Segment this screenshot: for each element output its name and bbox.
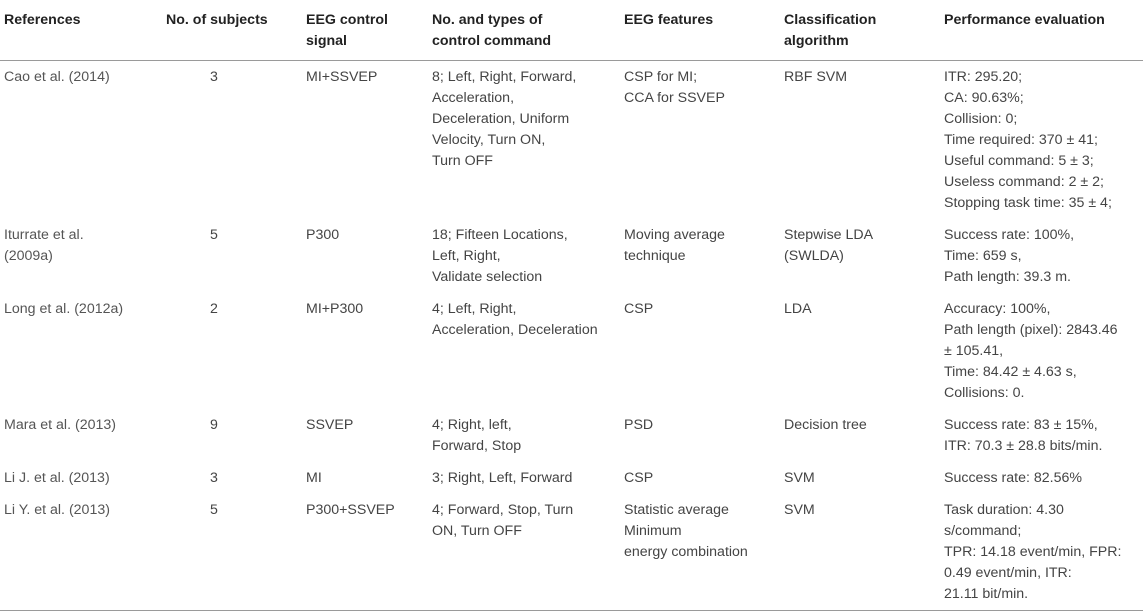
- cell-signal: SSVEP: [306, 417, 354, 433]
- cell-commands: 4; Right, left, Forward, Stop: [432, 417, 522, 454]
- cell-reference: Li Y. et al. (2013): [0, 494, 162, 611]
- cell-subjects: 5: [210, 227, 218, 243]
- cell-features: CSP: [624, 470, 654, 486]
- cell-subjects: 3: [210, 69, 218, 85]
- cell-signal: MI: [306, 470, 322, 486]
- cell-signal: MI+P300: [306, 301, 364, 317]
- cell-commands: 18; Fifteen Locations, Left, Right, Validate selection: [432, 227, 568, 285]
- cell-subjects: 2: [210, 301, 218, 317]
- header-eeg-control-signal: EEG control signal: [302, 0, 428, 61]
- table-row: [0, 409, 1143, 462]
- header-control-commands: No. and types of control command: [428, 0, 620, 61]
- cell-algorithm: Decision tree: [784, 417, 867, 433]
- header-classification-algorithm: Classification algorithm: [780, 0, 940, 61]
- cell-algorithm: SVM: [784, 470, 815, 486]
- cell-reference: Iturrate et al. (2009a): [4, 227, 84, 264]
- cell-reference: Li J. et al. (2013): [4, 470, 110, 486]
- table-row: [0, 462, 1143, 494]
- header-performance-evaluation: Performance evaluation: [940, 0, 1143, 61]
- cell-reference: Long et al. (2012a): [4, 301, 124, 317]
- cell-signal: P300+SSVEP: [302, 494, 428, 611]
- header-subjects: No. of subjects: [162, 0, 302, 61]
- cell-commands: 8; Left, Right, Forward, Acceleration, Deceleration, Uniform Velocity, Turn ON, Turn OFF: [432, 69, 577, 169]
- cell-subjects: 9: [210, 417, 218, 433]
- table-row: [0, 219, 1143, 293]
- cell-commands: 4; Left, Right, Acceleration, Deceleration: [432, 301, 598, 338]
- table-body: [0, 61, 1143, 611]
- table-header: [0, 0, 1143, 61]
- cell-algorithm: LDA: [784, 301, 812, 317]
- cell-performance: Success rate: 82.56%: [944, 470, 1083, 486]
- cell-performance: Success rate: 100%, Time: 659 s, Path length: 39.3 m.: [944, 227, 1075, 285]
- cell-subjects: 3: [210, 470, 218, 486]
- cell-performance: Accuracy: 100%, Path length (pixel): 2843.46 ± 105.41, Time: 84.42 ± 4.63 s, Collisions: 0.: [944, 301, 1118, 401]
- table-row: [0, 494, 1143, 611]
- cell-commands: 3; Right, Left, Forward: [432, 470, 573, 486]
- cell-performance: Task duration: 4.30 s/command; TPR: 14.18 event/min, FPR: 0.49 event/min, ITR: 21.11 bit/min.: [940, 494, 1143, 611]
- cell-features: CSP: [624, 301, 654, 317]
- cell-reference: Mara et al. (2013): [4, 417, 116, 433]
- cell-algorithm: RBF SVM: [784, 69, 848, 85]
- table-row: [0, 293, 1143, 409]
- cell-features: Moving average technique: [624, 227, 725, 264]
- cell-performance: ITR: 295.20; CA: 90.63%; Collision: 0; Time required: 370 ± 41; Useful command: 5 ± 3; Useless command: 2 ± 2; Stopping task time: 35 ± 4;: [944, 69, 1112, 211]
- header-row: [0, 0, 1143, 61]
- table-row: [0, 61, 1143, 220]
- cell-signal: MI+SSVEP: [306, 69, 378, 85]
- cell-algorithm: Stepwise LDA (SWLDA): [784, 227, 874, 264]
- header-eeg-features: EEG features: [620, 0, 780, 61]
- cell-performance: Success rate: 83 ± 15%, ITR: 70.3 ± 28.8 bits/min.: [944, 417, 1103, 454]
- cell-features: CSP for MI; CCA for SSVEP: [624, 69, 725, 106]
- cell-subjects: 5: [162, 494, 302, 611]
- cell-reference: Cao et al. (2014): [4, 69, 110, 85]
- cell-commands: 4; Forward, Stop, Turn ON, Turn OFF: [428, 494, 620, 611]
- cell-signal: P300: [306, 227, 340, 243]
- header-references: References: [0, 0, 162, 61]
- cell-features: PSD: [624, 417, 654, 433]
- cell-features: Statistic average Minimum energy combination: [620, 494, 780, 611]
- cell-algorithm: SVM: [780, 494, 940, 611]
